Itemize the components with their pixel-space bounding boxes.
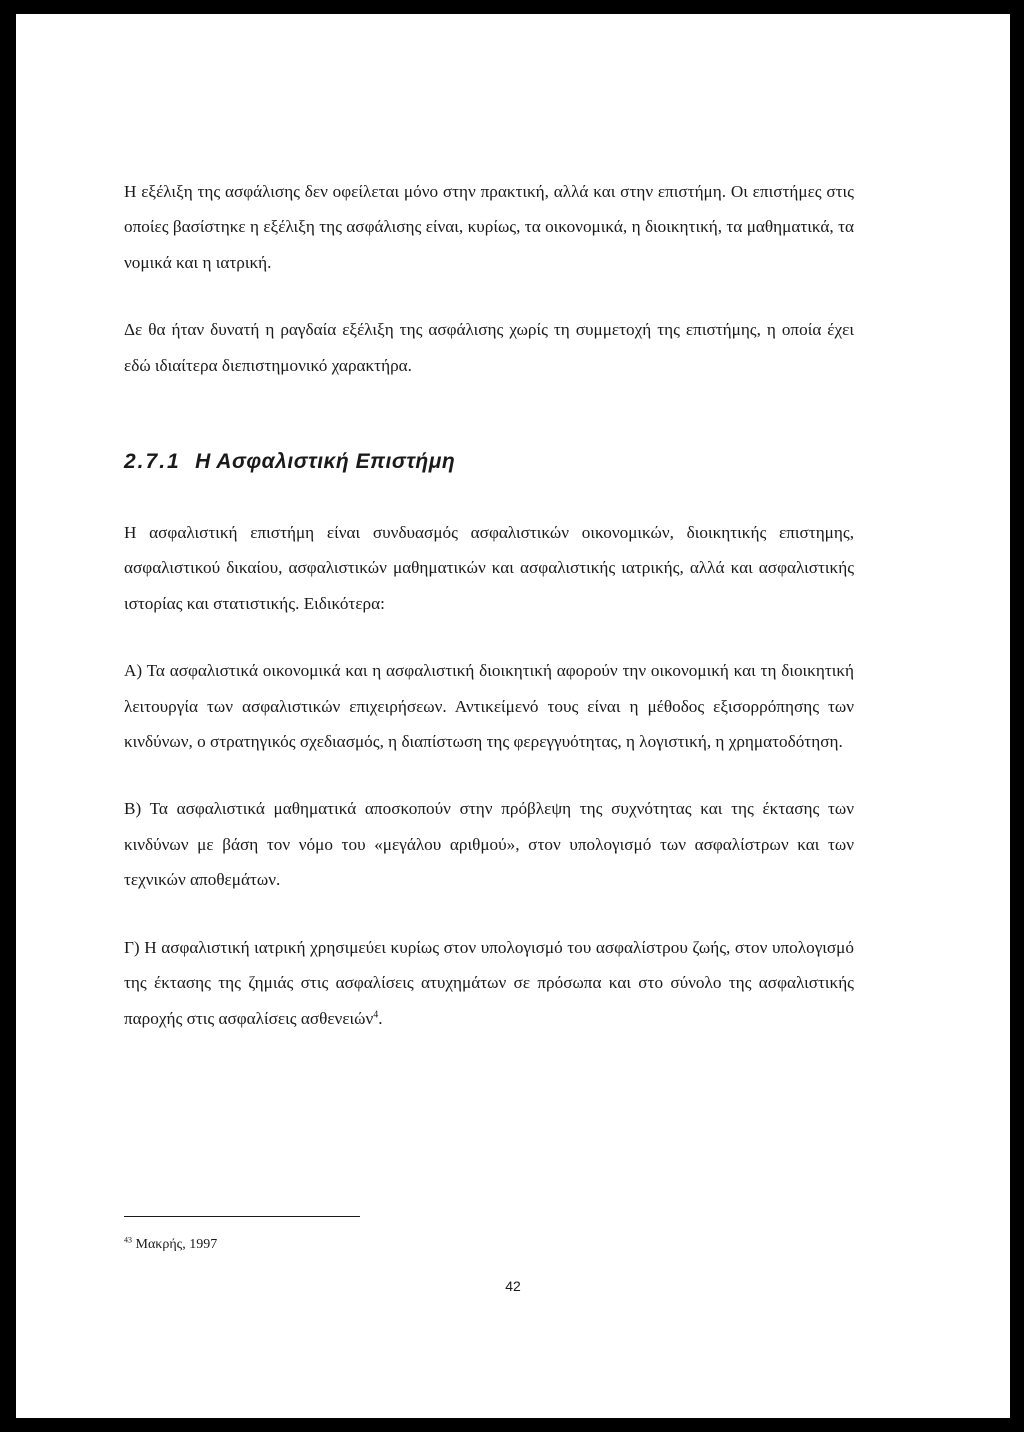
paragraph-interdisciplinary: Δε θα ήταν δυνατή η ραγδαία εξέλιξη της ασφάλισης χωρίς τη συμμετοχή της επιστήμης, η οποία έχει εδώ ιδιαίτερα διεπιστημονικό χαρακτήρα. xyxy=(124,320,854,375)
page-number: 42 xyxy=(505,1278,521,1294)
paragraph-item-c-text: Γ) Η ασφαλιστική ιατρική χρησιμεύει κυρίως στον υπολογισμό του ασφαλίστρου ζωής, στον υπολογισμό της έκτασης της ζημιάς στις ασφαλίσεις ατυχημάτων σε πρόσωπα και στο σύνολο της ασφαλιστικής παροχής στις ασφαλίσεις ασθενειών xyxy=(124,937,854,1028)
footnote-text: Μακρής, 1997 xyxy=(135,1237,218,1252)
document-page xyxy=(16,14,1010,1418)
section-heading xyxy=(124,447,854,477)
paragraph-item-c xyxy=(124,930,854,1036)
footnote-divider xyxy=(124,1216,360,1217)
section-number: 2.7.1 xyxy=(124,450,181,474)
paragraph-item-b: Β) Τα ασφαλιστικά μαθηματικά αποσκοπούν στην πρόβλεψη της συχνότητας και της έκτασης των κινδύνων με βάση τον νόμο του «μεγάλου αριθμού», στον υπολογισμό των ασφαλίστρων και των τεχνικών αποθεμάτων. xyxy=(124,799,854,890)
footnote-marker: 43 xyxy=(124,1235,132,1245)
paragraph-insurance-science: Η ασφαλιστική επιστήμη είναι συνδυασμός ασφαλιστικών οικονομικών, διοικητικής επιστημης, ασφαλιστικού δικαίου, ασφαλιστικών μαθηματικών και ασφαλιστικής ιατρικής, αλλά και ασφαλιστικής ιστορίας και στατιστικής. Ειδικότερα: xyxy=(124,523,854,613)
paragraph-science-evolution: Η εξέλιξη της ασφάλισης δεν οφείλεται μόνο στην πρακτική, αλλά και στην επιστήμη. Οι επιστήμες στις οποίες βασίστηκε η εξέλιξη της ασφάλισης είναι, κυρίως, τα οικονομικά, η διοικητική, τα μαθηματικά, τα νομικά και η ιατρική. xyxy=(124,182,854,272)
section-title: Η Ασφαλιστική Επιστήμη xyxy=(195,450,456,474)
footnote xyxy=(124,1236,217,1254)
paragraph-item-a: Α) Τα ασφαλιστικά οικονομικά και η ασφαλιστική διοικητική αφορούν την οικονομική και τη διοικητική λειτουργία των ασφαλιστικών επιχειρήσεων. Αντικείμενό τους είναι η μέθοδος εξισορρόπησης των κινδύνων, ο στρατηγικός σχεδιασμός, η διαπίστωση της φερεγγυότητας, η λογιστική, η χρηματοδότηση. xyxy=(124,661,854,752)
footnote-reference: 4 xyxy=(373,1008,379,1020)
paragraph-item-c-end: . xyxy=(378,1008,383,1028)
page-content xyxy=(124,174,854,1036)
